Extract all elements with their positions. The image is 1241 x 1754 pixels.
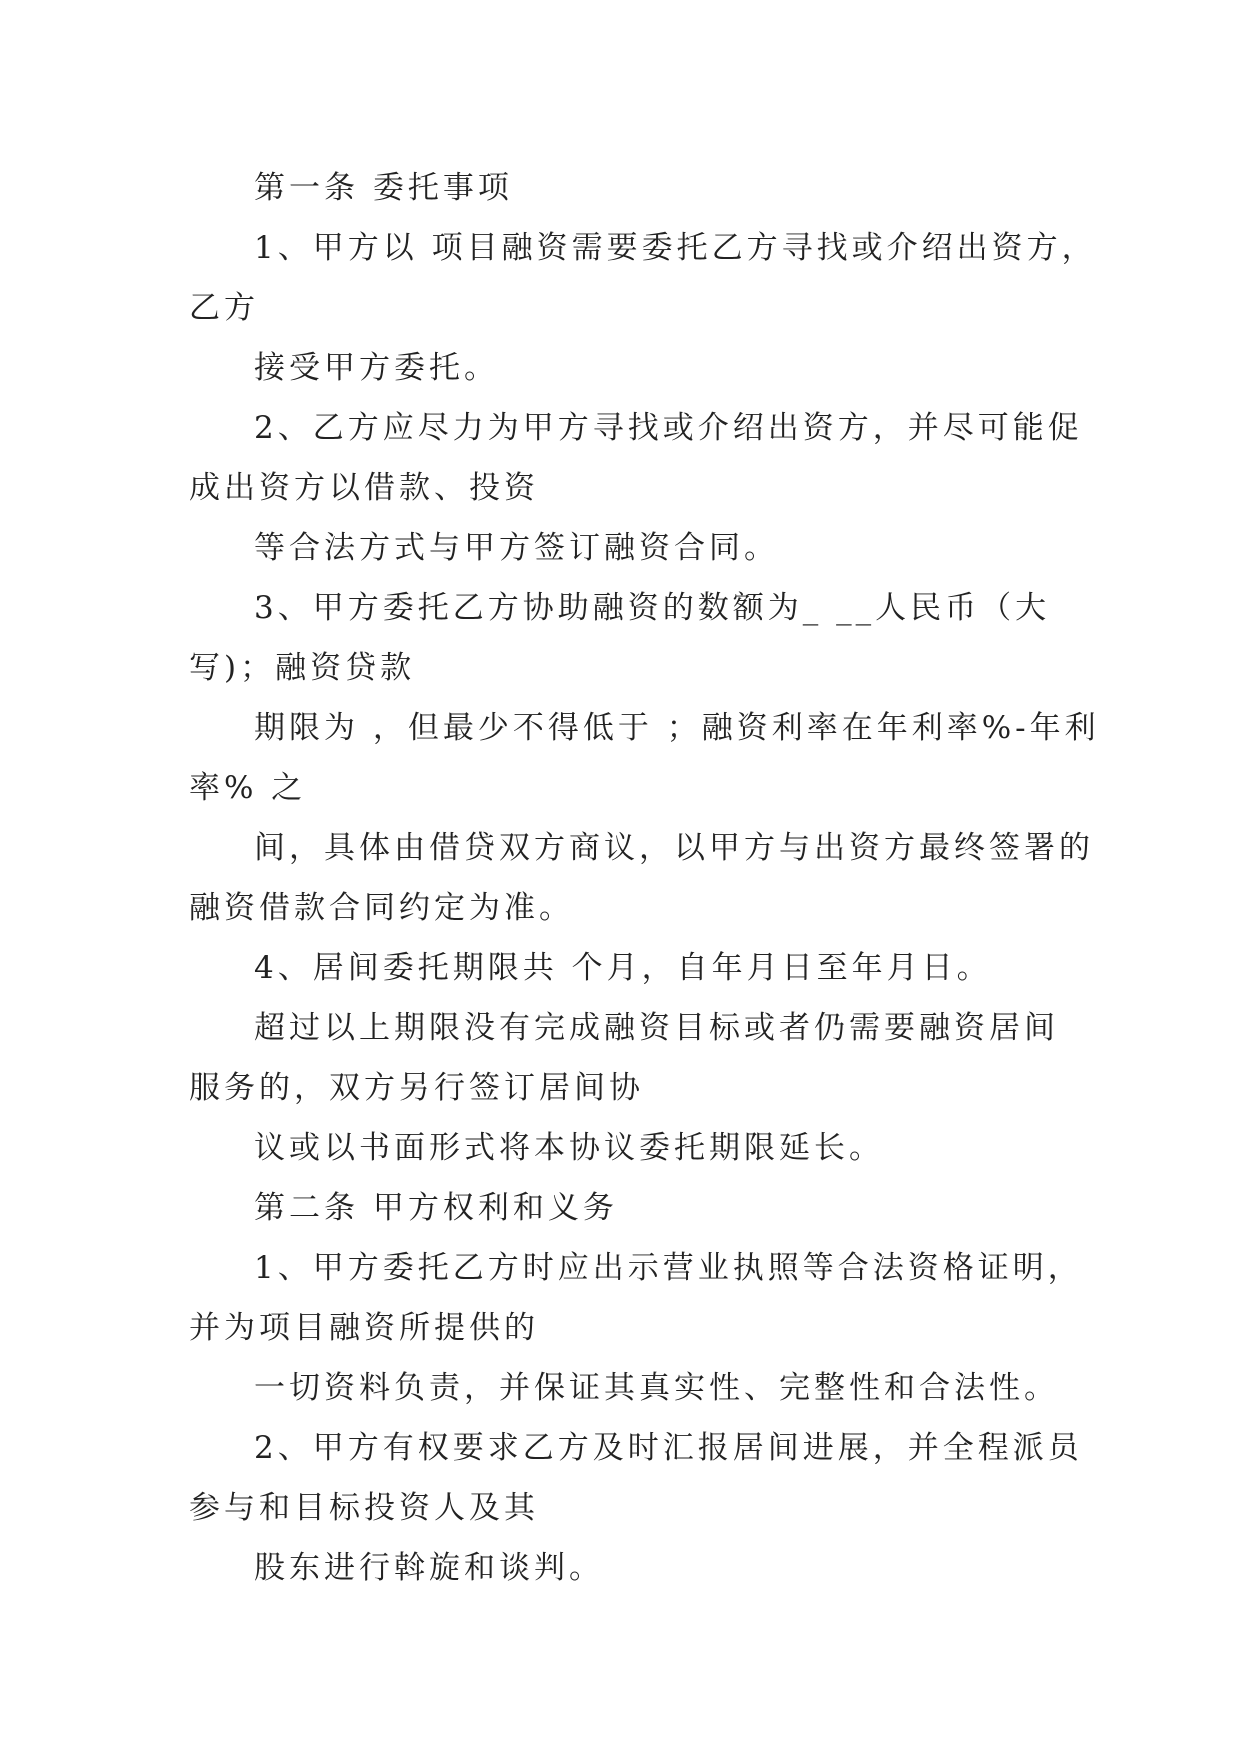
article-1-heading: 第一条 委托事项 — [254, 170, 513, 206]
paragraph-line: 1、甲方委托乙方时应出示营业执照等合法资格证明， — [254, 1250, 1083, 1286]
paragraph-line: 融资借款合同约定为准。 — [189, 890, 574, 926]
paragraph-line: 股东进行斡旋和谈判。 — [254, 1550, 604, 1586]
paragraph-line: 间，具体由借贷双方商议，以甲方与出资方最终签署的 — [254, 830, 1094, 866]
paragraph-line: 超过以上期限没有完成融资目标或者仍需要融资居间 — [254, 1010, 1059, 1046]
paragraph-line: 4、居间委托期限共 个月，自年月日至年月日。 — [254, 950, 992, 986]
article-2-heading: 第二条 甲方权利和义务 — [254, 1190, 618, 1226]
paragraph-line: 写)；融资贷款 — [189, 650, 416, 686]
paragraph-line: 3、甲方委托乙方协助融资的数额为_ __人民币（大 — [254, 590, 1051, 626]
paragraph-line: 议或以书面形式将本协议委托期限延长。 — [254, 1130, 884, 1166]
contract-body — [189, 158, 1100, 1598]
paragraph-line: 2、乙方应尽力为甲方寻找或介绍出资方，并尽可能促 — [254, 410, 1083, 446]
paragraph-line: 等合法方式与甲方签订融资合同。 — [254, 530, 779, 566]
paragraph-line: 一切资料负责，并保证其真实性、完整性和合法性。 — [254, 1370, 1059, 1406]
paragraph-line: 并为项目融资所提供的 — [189, 1310, 539, 1346]
paragraph-line: 率% 之 — [189, 770, 307, 806]
paragraph-line: 2、甲方有权要求乙方及时汇报居间进展，并全程派员 — [254, 1430, 1083, 1466]
paragraph-line: 成出资方以借款、投资 — [189, 470, 539, 506]
paragraph-line: 期限为 ，但最少不得低于 ；融资利率在年利率%-年利 — [254, 710, 1100, 746]
paragraph-line: 参与和目标投资人及其 — [189, 1490, 539, 1526]
paragraph-line: 1、甲方以 项目融资需要委托乙方寻找或介绍出资方， — [254, 230, 1097, 266]
paragraph-line: 接受甲方委托。 — [254, 350, 499, 386]
paragraph-line: 乙方 — [189, 290, 259, 326]
paragraph-line: 服务的，双方另行签订居间协 — [189, 1070, 644, 1106]
